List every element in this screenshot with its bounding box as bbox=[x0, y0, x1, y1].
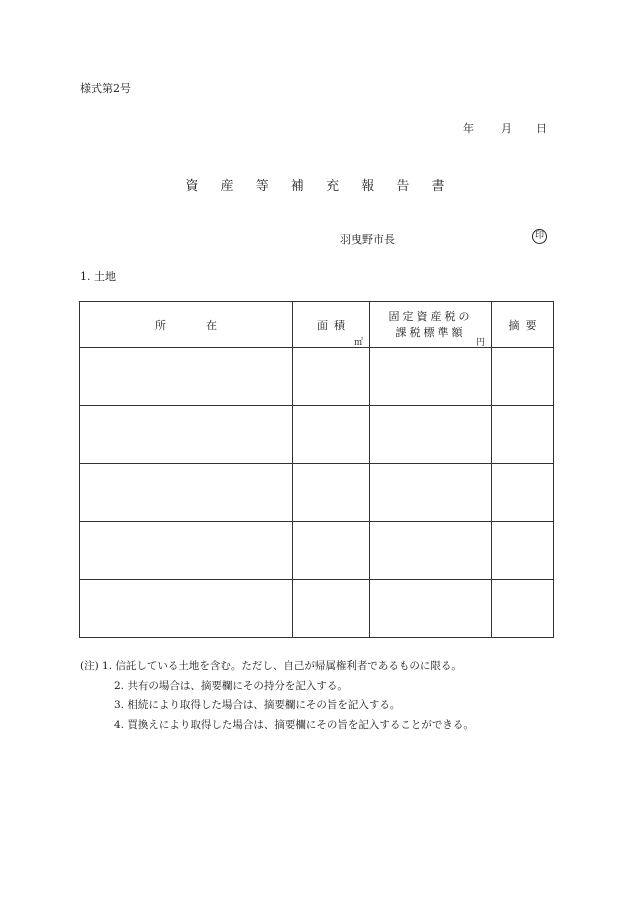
note-item: 2. 共有の場合は、摘要欄にその持分を記入する。 bbox=[114, 679, 348, 692]
cell-area[interactable] bbox=[293, 464, 370, 522]
header-tax-standard: 固定資産税の 課税標準額 bbox=[370, 302, 492, 348]
addressee-name: 羽曳野市長 bbox=[340, 233, 395, 246]
title-char: 資 bbox=[185, 179, 199, 194]
title-char: 告 bbox=[396, 179, 410, 194]
cell-tax-standard[interactable] bbox=[370, 580, 492, 638]
table-row bbox=[80, 406, 554, 464]
title-char: 書 bbox=[431, 179, 445, 194]
cell-tax-standard[interactable] bbox=[370, 464, 492, 522]
unit-sqm: ㎡ bbox=[353, 337, 363, 348]
cell-location[interactable] bbox=[80, 406, 293, 464]
note-item: (注) 1. 信託している土地を含む。ただし、自己が帰属権利者であるものに限る。 bbox=[80, 660, 462, 672]
notes-block bbox=[80, 657, 474, 735]
date-month-label: 月 bbox=[501, 122, 512, 135]
form-number: 様式第2号 bbox=[80, 82, 131, 95]
cell-tax-standard[interactable] bbox=[370, 337, 492, 406]
header-area: 面 積 bbox=[293, 302, 370, 348]
note-item: 3. 相続により取得した場合は、摘要欄にその旨を記入する。 bbox=[114, 699, 401, 711]
section-heading: 1. 土地 bbox=[80, 270, 116, 283]
table-row bbox=[80, 580, 554, 638]
cell-remarks[interactable] bbox=[492, 580, 554, 638]
header-location: 所 在 bbox=[80, 302, 293, 348]
cell-area[interactable] bbox=[293, 406, 370, 464]
title-char: 充 bbox=[326, 179, 340, 194]
table-row bbox=[80, 348, 554, 406]
cell-remarks[interactable] bbox=[492, 348, 554, 406]
header-remarks: 摘 要 bbox=[492, 302, 554, 348]
land-table bbox=[79, 301, 554, 638]
cell-remarks[interactable] bbox=[492, 464, 554, 522]
cell-remarks[interactable] bbox=[492, 406, 554, 464]
cell-location[interactable] bbox=[80, 348, 293, 406]
cell-remarks[interactable] bbox=[492, 522, 554, 580]
date-day-label: 日 bbox=[536, 122, 547, 135]
title-char: 補 bbox=[290, 179, 304, 194]
note-item: 4. 買換えにより取得した場合は、摘要欄にその旨を記入することができる。 bbox=[114, 718, 474, 731]
cell-area[interactable] bbox=[293, 580, 370, 638]
date-year-label: 年 bbox=[463, 122, 474, 135]
notes-prefix: (注) bbox=[80, 660, 99, 672]
cell-location[interactable] bbox=[80, 580, 293, 638]
cell-location[interactable] bbox=[80, 464, 293, 522]
cell-tax-standard[interactable] bbox=[370, 406, 492, 464]
title-char: 等 bbox=[255, 179, 269, 194]
title-char: 産 bbox=[220, 179, 234, 194]
cell-location[interactable] bbox=[80, 522, 293, 580]
cell-tax-standard[interactable] bbox=[370, 522, 492, 580]
title-char: 報 bbox=[361, 179, 375, 194]
table-row bbox=[80, 464, 554, 522]
document-title bbox=[0, 175, 630, 194]
table-row bbox=[80, 522, 554, 580]
cell-area[interactable] bbox=[293, 522, 370, 580]
cell-area[interactable] bbox=[293, 337, 370, 406]
seal-mark: 印 bbox=[532, 229, 547, 244]
unit-yen: 円 bbox=[475, 337, 485, 348]
